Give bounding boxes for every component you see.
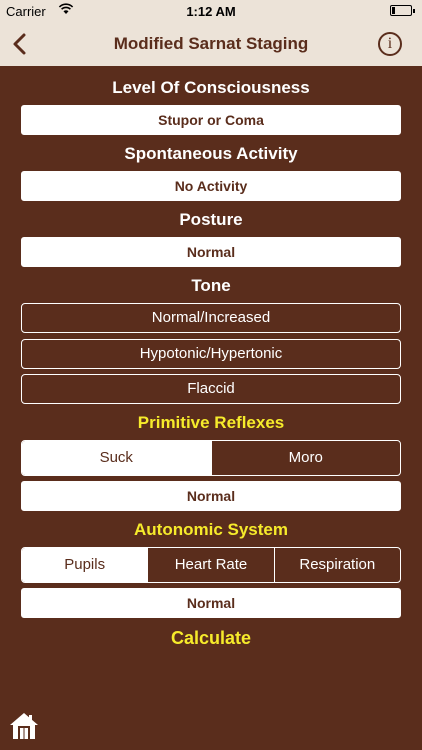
info-icon[interactable]: i [378,32,402,56]
battery-icon [390,5,412,16]
autonomic-segmented-control [21,547,401,583]
autonomic-heading: Autonomic System [134,520,288,539]
calculate-button[interactable]: Calculate [170,628,252,648]
tone-option-hypotonic-hypertonic[interactable]: Hypotonic/Hypertonic [21,339,401,369]
tone-option-normal-increased[interactable]: Normal/Increased [21,303,401,333]
consciousness-select[interactable]: Stupor or Coma [21,105,401,135]
segment-heart-rate[interactable]: Heart Rate [147,548,273,582]
posture-heading: Posture [179,210,243,229]
reflexes-select[interactable]: Normal [21,481,401,511]
segment-respiration[interactable]: Respiration [274,548,400,582]
status-bar [0,0,422,22]
tone-option-flaccid[interactable]: Flaccid [21,374,401,404]
segment-suck[interactable]: Suck [22,441,211,475]
battery-level [392,7,395,14]
page-title: Modified Sarnat Staging [113,34,309,53]
reflexes-heading: Primitive Reflexes [137,413,285,432]
home-icon[interactable] [8,710,40,742]
reflexes-segmented-control [21,440,401,476]
carrier-label: Carrier [6,4,46,19]
status-time: 1:12 AM [186,4,236,19]
activity-heading: Spontaneous Activity [124,144,298,163]
segment-pupils[interactable]: Pupils [22,548,147,582]
consciousness-heading: Level Of Consciousness [112,78,310,97]
tone-heading: Tone [191,276,231,295]
posture-select[interactable]: Normal [21,237,401,267]
navigation-bar [0,22,422,66]
autonomic-select[interactable]: Normal [21,588,401,618]
segment-moro[interactable]: Moro [211,441,401,475]
activity-select[interactable]: No Activity [21,171,401,201]
